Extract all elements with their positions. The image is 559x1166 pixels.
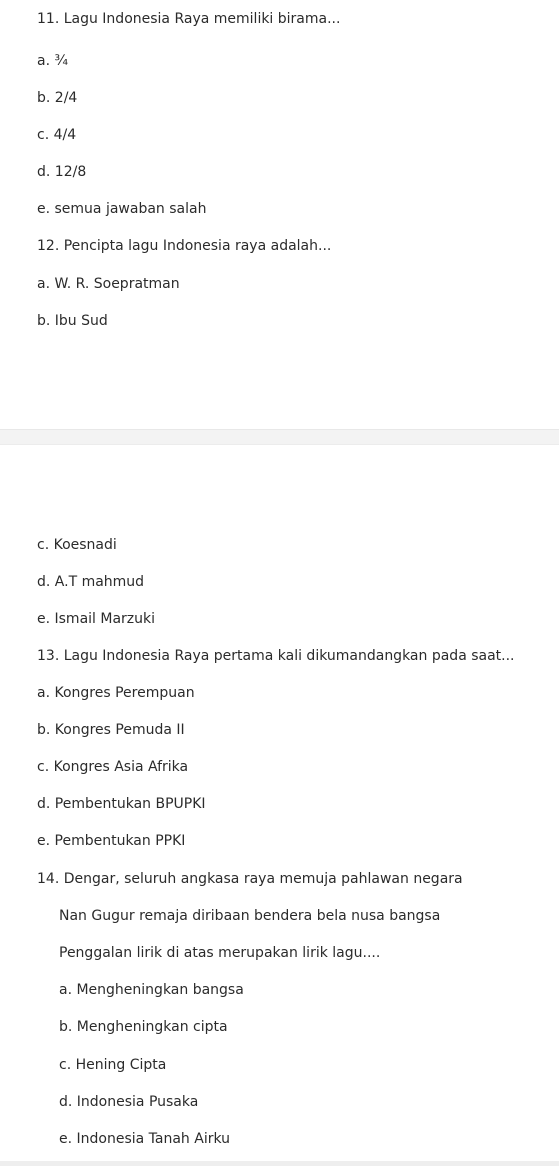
option-13-a: a. Kongres Perempuan (37, 685, 195, 701)
option-12-b: b. Ibu Sud (37, 313, 108, 329)
option-11-c: c. 4/4 (37, 127, 77, 143)
option-14-b: b. Mengheningkan cipta (59, 1019, 228, 1035)
option-12-d: d. A.T mahmud (37, 574, 145, 590)
question-13: 13. Lagu Indonesia Raya pertama kali dikumandangkan pada saat... (37, 648, 515, 664)
option-12-a: a. W. R. Soepratman (37, 276, 180, 292)
option-11-a: a. ¾ (37, 53, 69, 69)
option-14-c: c. Hening Cipta (59, 1057, 167, 1073)
option-14-e: e. Indonesia Tanah Airku (59, 1131, 231, 1147)
option-13-d: d. Pembentukan BPUPKI (37, 796, 206, 812)
option-13-c: c. Kongres Asia Afrika (37, 759, 189, 775)
option-13-e: e. Pembentukan PPKI (37, 833, 186, 849)
question-14: 14. Dengar, seluruh angkasa raya memuja pahlawan negara (37, 871, 463, 887)
option-11-b: b. 2/4 (37, 90, 78, 106)
question-14-lyric-line: Nan Gugur remaja diribaan bendera bela nusa bangsa (59, 908, 441, 924)
option-11-d: d. 12/8 (37, 164, 87, 180)
option-13-b: b. Kongres Pemuda II (37, 722, 185, 738)
question-11: 11. Lagu Indonesia Raya memiliki birama... (37, 11, 341, 27)
bottom-divider (0, 1161, 559, 1166)
option-14-d: d. Indonesia Pusaka (59, 1094, 199, 1110)
page-break-divider (0, 429, 559, 445)
question-14-prompt: Penggalan lirik di atas merupakan lirik lagu.... (59, 945, 381, 961)
option-12-c: c. Koesnadi (37, 537, 117, 553)
question-12: 12. Pencipta lagu Indonesia raya adalah... (37, 238, 332, 254)
option-11-e: e. semua jawaban salah (37, 201, 207, 217)
option-14-a: a. Mengheningkan bangsa (59, 982, 244, 998)
option-12-e: e. Ismail Marzuki (37, 611, 156, 627)
